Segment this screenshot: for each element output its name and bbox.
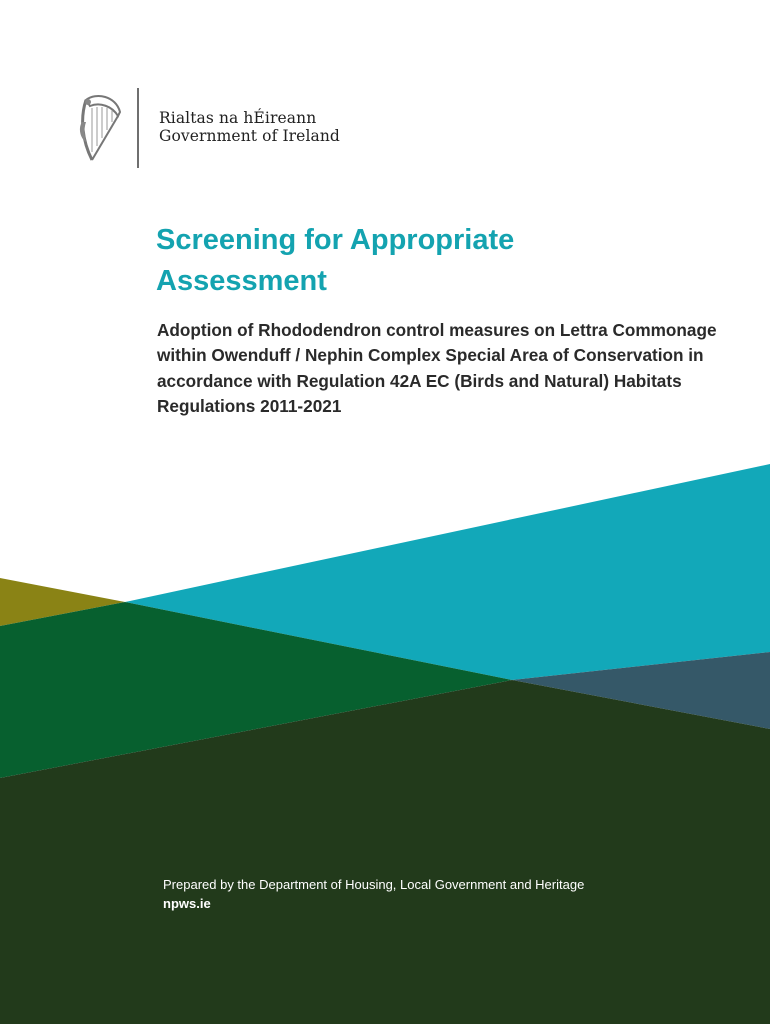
document-subtitle: Adoption of Rhododendron control measures on Lettra Commonage within Owenduff / Nephin Complex Special Area of Conservation in accordance with Regulation 42A EC (Birds and Natural) Habitats Regulations 2011-2021	[157, 320, 717, 417]
website-text: npws.ie	[163, 896, 211, 911]
prepared-by-text: Prepared by the Department of Housing, Local Government and Heritage	[163, 877, 585, 892]
government-logo	[78, 88, 378, 170]
harp-icon	[78, 94, 124, 164]
logo-divider	[137, 88, 139, 168]
government-name-english: Government of Ireland	[159, 127, 340, 145]
document-title: Screening for Appropriate Assessment	[156, 224, 515, 297]
government-name-irish: Rialtas na hÉireann	[159, 109, 317, 127]
